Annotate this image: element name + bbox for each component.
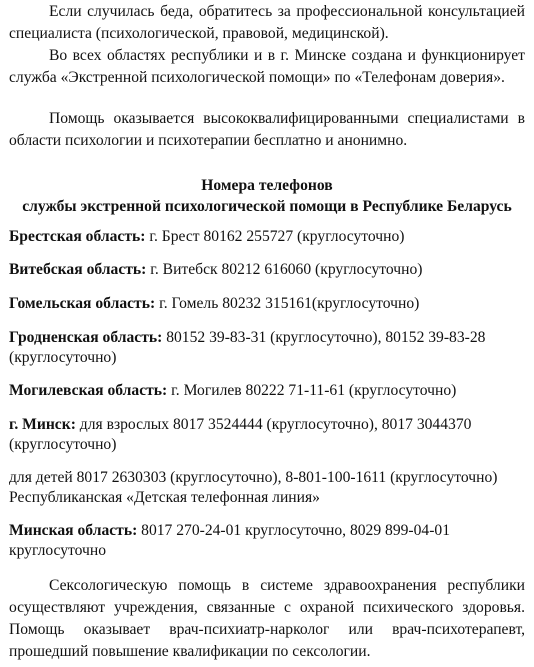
region-name: Гродненская область: (9, 329, 163, 346)
region-entry-mogilev (9, 381, 521, 401)
region-entry-minsk-city (9, 415, 521, 455)
region-phones: г. Витебск 80212 616060 (круглосуточно) (146, 261, 423, 278)
intro-paragraph-2: Во всех областях республики и в г. Минске создана и функционирует служба «Экстренной психологической помощи» по «Телефонам доверия». (9, 47, 525, 86)
region-phones: для детей 8017 2630303 (круглосуточно), 8-801-100-1611 (круглосуточно) Республиканская «Детская телефонная линия» (9, 469, 498, 506)
region-phones: г. Брест 80162 255727 (круглосуточно) (145, 228, 405, 245)
intro-paragraph-3: Помощь оказывается высококвалифицированными специалистами в области психологии и психотерапии бесплатно и анонимно. (9, 110, 525, 149)
region-entry-brest (9, 227, 521, 247)
region-phones: г. Гомель 80232 315161(круглосуточно) (155, 295, 420, 312)
region-phones: г. Могилев 80222 71-11-61 (круглосуточно) (167, 382, 457, 399)
region-name: Минская область: (9, 522, 138, 539)
region-name: Гомельская область: (9, 295, 156, 312)
region-entry-vitebsk (9, 260, 521, 280)
region-phones: 80152 39-83-31 (круглосуточно), 80152 39-83-28 (круглосуточно) (9, 329, 486, 366)
region-name: Брестская область: (9, 228, 146, 245)
outro-paragraph: Сексологическую помощь в системе здравоохранения республики осуществляют учреждения, связанные с охраной психического здоровья. Помощь оказывает врач-психиатр-нарколог или врач-психотерапевт, прошедший повышение квалификации по сексологии. (9, 577, 525, 660)
region-entry-grodno (9, 328, 521, 368)
region-entry-minsk-region (9, 521, 521, 561)
region-entry-gomel (9, 294, 521, 314)
phones-heading-line-1: Номера телефонов (201, 177, 333, 194)
intro-paragraph-1: Если случилась беда, обратитесь за профессиональной консультацией специалиста (психологической, правовой, медицинской). (9, 3, 525, 42)
region-name: Витебская область: (9, 261, 147, 278)
region-phones: для взрослых 8017 3524444 (круглосуточно), 8017 3044370 (круглосуточно) (9, 416, 472, 453)
region-name: г. Минск: (9, 416, 76, 433)
region-entry-minsk-children (9, 468, 521, 508)
region-phones: 8017 270-24-01 круглосуточно, 8029 899-04-01 круглосуточно (9, 522, 450, 559)
region-name: Могилевская область: (9, 382, 168, 399)
phones-heading-line-2: службы экстренной психологической помощи в Республике Беларусь (22, 198, 512, 215)
